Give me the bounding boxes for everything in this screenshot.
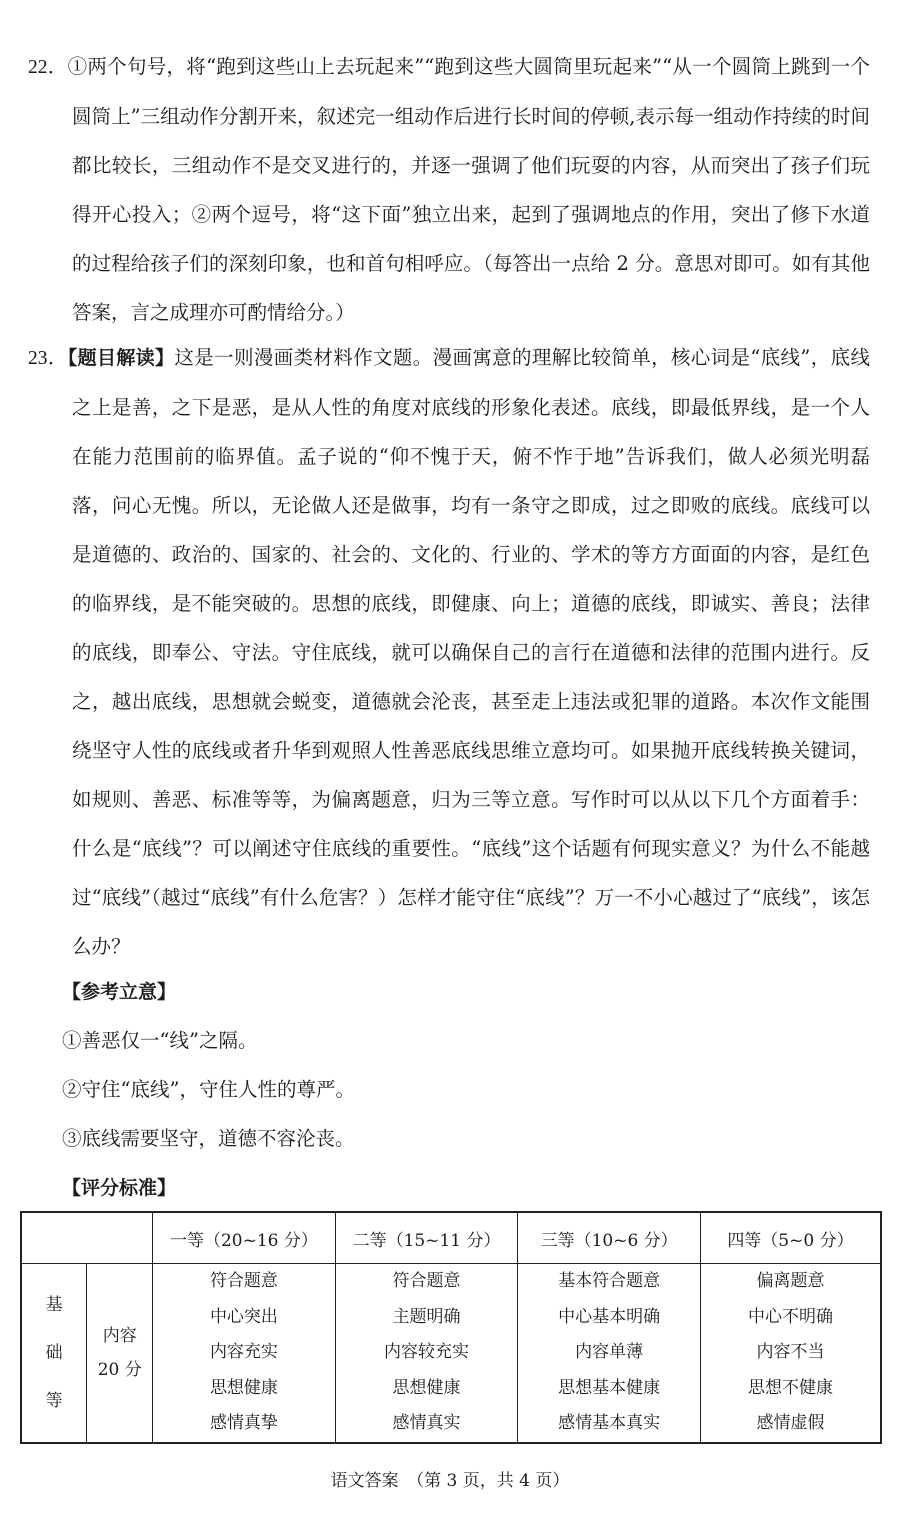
question-23 [28,333,870,971]
criterion: 感情真挚 [209,1413,278,1433]
criterion: 偏离题意 [756,1271,825,1291]
question-22 [28,42,870,337]
row-label-cell [87,1264,153,1443]
row-group-char: 基 [45,1294,63,1315]
question-23-label: 【题目解读】 [67,347,175,369]
grade-4-criteria [700,1264,881,1443]
criterion: 思想不健康 [747,1377,833,1398]
criterion: 中心不明确 [747,1306,833,1327]
question-23-number: 23． [28,348,68,369]
criterion: 中心突出 [209,1306,278,1327]
page-footer: 语文答案 （第 3 页，共 4 页） [330,1471,570,1491]
question-23-text: 这是一则漫画类材料作文题。漫画寓意的理解比较简单，核心词是“底线”，底线之上是善，之下是恶，是从人性的角度对底线的形象化表述。底线，即最低界线，是一个人在能力范围前的临界值。孟子说的“仰不愧于天，俯不怍于地”告诉我们，做人必须光明磊落，问心无愧。所以，无论做人还是做事，均有一条守之即成，过之即败的底线。底线可以是道德的、政治的、国家的、社会的、文化的、行业的、学术的等方方面面的内容，是红色的临界线，是不能突破的。思想的底线，即健康、向上；道德的底线，即诚实、善良；法律的底线，即奉公、守法。守住底线，就可以确保自己的言行在道德和法律的范围内进行。反之，越出底线，思想就会蜕变，道德就会沦丧，甚至走上违法或犯罪的道路。本次作文能围绕坚守人性的底线或者升华到观照人性善恶底线思维立意均可。如果抛开底线转换关键词，如规则、善恶、标准等等，为偏离题意，归为三等立意。写作时可以从以下几个方面着手：什么是“底线”？可以阐述守住底线的重要性。“底线”这个话题有何现实意义？为什么不能越过“底线”（越过“底线”有什么危害？）怎样才能守住“底线”？万一不小心越过了“底线”，该怎么办？ [72,346,870,958]
criterion: 内容单薄 [575,1342,644,1362]
table-corner-cell [21,1212,153,1264]
criterion: 中心基本明确 [558,1306,661,1327]
header-grade-4: 四等（5~0 分） [700,1212,881,1264]
reference-title: 【参考立意】 [62,981,177,1003]
grade-3-criteria [518,1264,701,1443]
criterion: 符合题意 [209,1271,278,1291]
reference-item-2: ②守住“底线”，守住人性的尊严。 [62,1078,355,1101]
table-row [21,1264,881,1443]
row-label-line: 内容 [102,1325,137,1346]
header-grade-3: 三等（10~6 分） [518,1212,701,1264]
row-group-cell [21,1264,87,1443]
row-group-char: 础 [45,1342,63,1363]
criterion: 感情真实 [392,1413,461,1433]
criterion: 感情虚假 [756,1413,825,1433]
criterion: 符合题意 [392,1271,461,1291]
criterion: 思想健康 [392,1377,461,1398]
criterion: 内容不当 [756,1342,825,1362]
criterion: 感情基本真实 [558,1413,661,1433]
criterion: 内容较充实 [384,1342,470,1362]
criterion: 思想基本健康 [558,1377,661,1398]
table-header-row [21,1212,881,1264]
reference-item-3: ③底线需要坚守，道德不容沦丧。 [62,1127,355,1150]
criterion: 内容充实 [209,1342,278,1362]
scoring-table [20,1211,882,1444]
question-22-number: 22． [28,57,68,78]
question-22-text: ①两个句号，将“跑到这些山上去玩起来”“跑到这些大圆筒里玩起来”“从一个圆筒上跳到一个圆筒上”三组动作分割开来，叙述完一组动作后进行长时间的停顿,表示每一组动作持续的时间都比较长，三组动作不是交叉进行的，并逐一强调了他们玩耍的内容，从而突出了孩子们玩得开心投入；②两个逗号，将“这下面”独立出来，起到了强调地点的作用，突出了修下水道的过程给孩子们的深刻印象，也和首句相呼应。（每答出一点给 2 分。意思对即可。如有其他答案，言之成理亦可酌情给分。） [67,55,870,324]
row-label-line: 20 分 [97,1359,142,1380]
row-group-char: 等 [45,1390,63,1411]
header-grade-2: 二等（15~11 分） [335,1212,518,1264]
reference-item-1: ①善恶仅一“线”之隔。 [62,1029,258,1052]
header-grade-1: 一等（20~16 分） [153,1212,336,1264]
grade-2-criteria [335,1264,518,1443]
scoring-title: 【评分标准】 [62,1177,177,1199]
criterion: 基本符合题意 [558,1271,661,1291]
criterion: 思想健康 [209,1377,278,1398]
grade-1-criteria [153,1264,336,1443]
criterion: 主题明确 [392,1306,461,1327]
